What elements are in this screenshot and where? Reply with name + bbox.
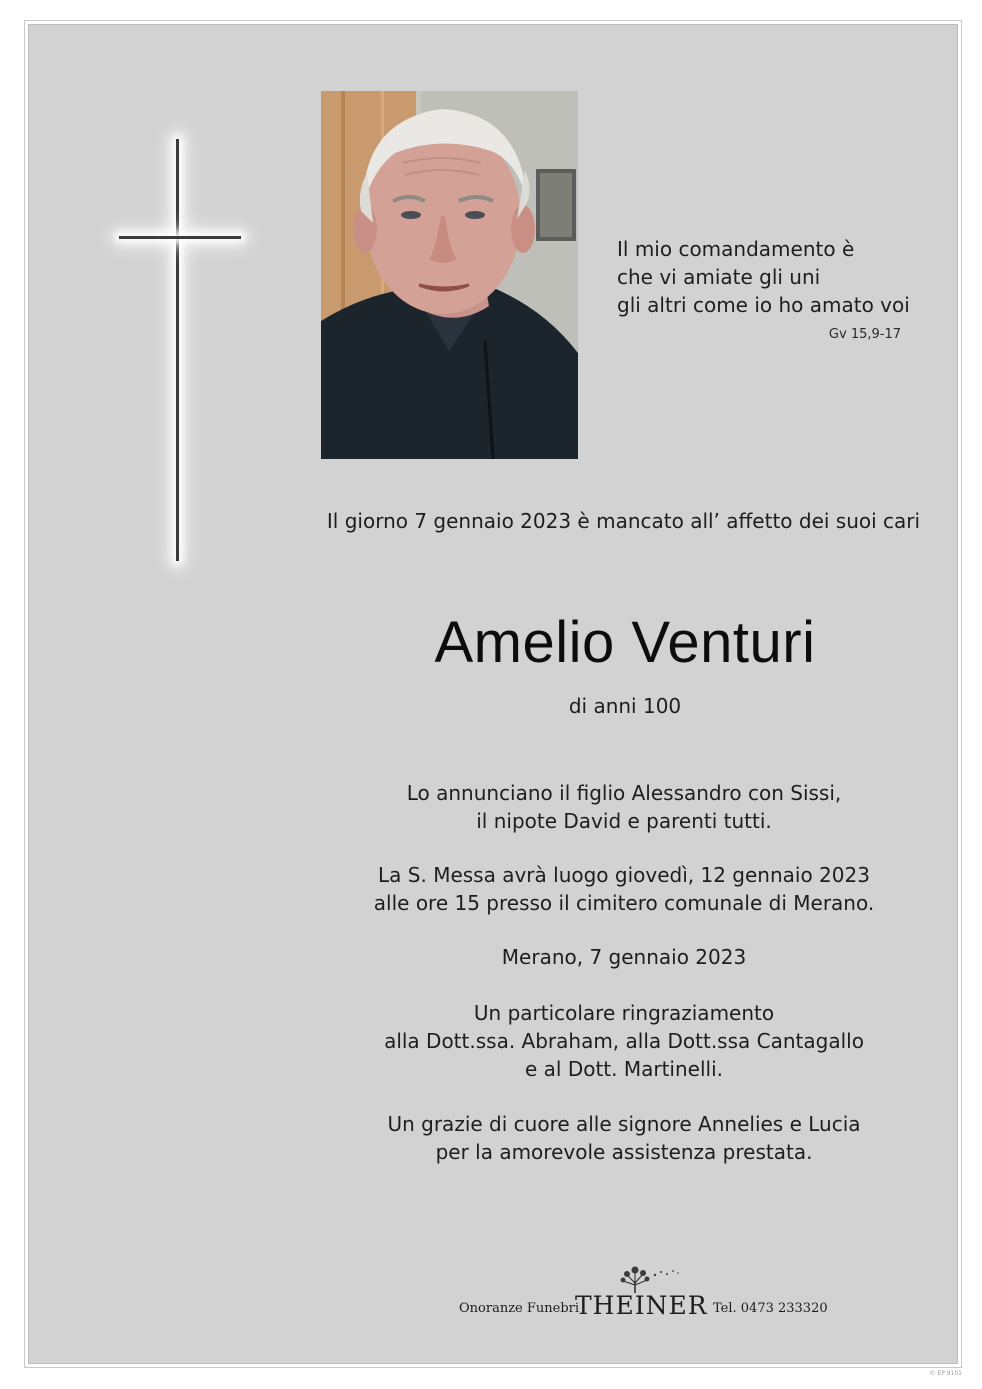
deceased-name: Amelio Venturi: [434, 610, 816, 675]
funeral-home-phone: Tel. 0473 233320: [713, 1301, 828, 1316]
portrait-photo: [321, 91, 578, 459]
thanks-doctors: [329, 999, 919, 1083]
paragraph-line: il nipote David e parenti tutti.: [476, 809, 772, 833]
paragraph-line: Un particolare ringraziamento: [473, 1001, 775, 1025]
funeral-home-footer: [439, 1265, 859, 1325]
paragraph-line: Merano, 7 gennaio 2023: [501, 945, 747, 969]
paragraph-line: Lo annunciano il figlio Alessandro con Sissi,: [406, 781, 842, 805]
funeral-home-label: Onoranze Funebri: [459, 1301, 580, 1316]
death-announcement: Il giorno 7 gennaio 2023 è mancato all’ affetto dei suoi cari: [326, 509, 921, 533]
quote-reference: Gv 15,9-17: [828, 327, 901, 342]
copyright-mark: © EP 9101: [929, 1370, 962, 1377]
paragraph-line: La S. Messa avrà luogo giovedì, 12 gennaio 2023: [378, 863, 870, 887]
quote-line: gli altri come io ho amato voi: [617, 293, 910, 317]
mass-info: [329, 861, 919, 917]
quote-line: Il mio comandamento è: [617, 237, 855, 261]
place-date: [329, 943, 919, 971]
family-announcement: [329, 779, 919, 835]
funeral-home-brand: THEINER: [575, 1291, 708, 1320]
paragraph-line: e al Dott. Martinelli.: [524, 1057, 723, 1081]
paragraph-line: per la amorevole assistenza prestata.: [435, 1140, 813, 1164]
paragraph-line: alle ore 15 presso il cimitero comunale di Merano.: [373, 891, 875, 915]
bible-quote: [617, 235, 937, 319]
obituary-card: [28, 24, 958, 1364]
paragraph-line: alla Dott.ssa. Abraham, alla Dott.ssa Cantagallo: [384, 1029, 864, 1053]
thanks-caregivers: [329, 1110, 919, 1166]
quote-line: che vi amiate gli uni: [617, 265, 821, 289]
paragraph-line: Un grazie di cuore alle signore Annelies e Lucia: [387, 1112, 861, 1136]
deceased-age: di anni 100: [568, 694, 682, 718]
